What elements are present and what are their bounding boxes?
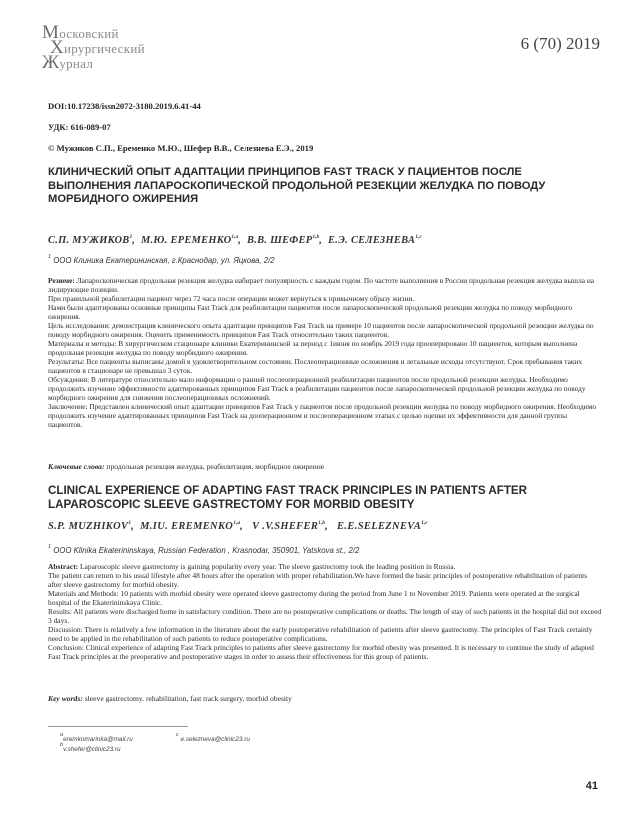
logo-line-3: Журнал	[42, 52, 94, 73]
author: М.Ю. ЕРЕМЕНКО	[140, 235, 232, 246]
abstract-paragraph: Обсуждения: В литературе относительно мало информации о ранней послеоперационной реабилитации пациентов после продольной резекции желудка. Необходимо продолжить изучение эффективности адаптированных принципов Fast Track в реабилитации пациентов после лапароскопической продольной резекции желудка по поводу морбидного ожирения для снижения послеоперационных осложнений.	[48, 375, 586, 402]
abstract-paragraph: Abstract: Laparoscopic sleeve gastrectomy is gaining popularity every year. The sleeve gastrectomy took the leading position in Russia.	[48, 562, 456, 571]
author: С.П. МУЖИКОВ	[48, 235, 130, 246]
abstract-paragraph: Материалы и методы: В хирургическом стационаре клиники Екатерининской за период с 1июня по ноябрь 2019 года прооперировано 10 пациентов, которым выполнена продольная резекция желудка по поводу морбидного ожирения.	[48, 339, 578, 357]
authors-en: S.P. MUZHIKOV$^1$, M.IU. EREMENKO$^{1,a}$, V .V.SHEFER$^{1,b}$, E.E.SELEZNEVA$^{1,c}$	[48, 520, 428, 532]
author: Е.Э. СЕЛЕЗНЕВА	[327, 235, 416, 246]
author: M.IU. EREMENKO	[140, 521, 234, 532]
abstract-paragraph: При правильной реабилитации пациент через 72 часа после операции может вернуться к привычному образу жизни.	[48, 294, 415, 303]
keywords-ru: Ключевые слова: продольная резекция желудка, реабилитация, морбидное ожирение	[48, 462, 325, 471]
footnote-divider	[48, 726, 188, 727]
footnote-email-a: aeremkomarinka@mail.ru	[60, 732, 133, 743]
abstract-ru	[48, 276, 602, 429]
abstract-paragraph: Results: All patients were discharged home in satisfactory condition. There are no postoperative complications or deaths. The length of stay of such patients in the hospital did not exceed 3 days.	[48, 607, 602, 625]
author: S.P. MUZHIKOV	[48, 521, 129, 532]
author: E.E.SELEZNEVA	[337, 521, 422, 532]
journal-logo	[42, 22, 202, 72]
abstract-paragraph: Резюме: Лапароскопическая продольная резекция желудка набирает популярность с каждым годом. По частоте выполнения в России продольная резекция желудка вышла на лидирующие позиции.	[48, 276, 595, 294]
abstract-paragraph: Заключение: Представлен клинический опыт адаптации принципов Fast Track у пациентов после продольной резекции желудка по поводу морбидного ожирения. Необходимо продолжить изучение адаптированных принципов Fast Track на дооперационном и послеоперационном этапах с целью оценки их эффективности для данной группы пациентов.	[48, 402, 597, 429]
author: V .V.SHEFER	[252, 521, 319, 532]
logo-line-1: Московский	[42, 22, 119, 43]
abstract-paragraph: Цель исследования: демонстрация клинического опыта адаптации принципов Fast Track на примере 10 пациентов после лапароскопической продольной резекции желудка по поводу морбидного ожирения. Оценить применимость принципов Fast Track относительно таких пациентов.	[48, 321, 594, 339]
issue-number: 6 (70) 2019	[520, 34, 600, 53]
article-title-en: CLINICAL EXPERIENCE OF ADAPTING FAST TRACK PRINCIPLES IN PATIENTS AFTER LAPAROSCOPIC SLEEVE GASTRECTOMY FOR MORBID OBESITY	[48, 484, 528, 511]
affiliation-ru: $^1$ ООО Клиника Екатерининская, г.Краснодар, ул. Яцкова, 2/2	[48, 254, 275, 265]
abstract-paragraph: Нами были адаптированы основные принципы Fast Track для реабилитации пациентов после лапароскопической продольной резекции желудка по поводу морбидного ожирения.	[48, 303, 573, 321]
page-number: 41	[585, 780, 598, 792]
abstract-paragraph: Materials and Methods: 10 patients with morbid obesity were operated sleeve gastrectomy during the period from June 1 to November 2019. Patients were operated at the surgical hospital of the Ekaterininskaya Clinic.	[48, 589, 580, 607]
copyright: © Мужиков С.П., Еременко М.Ю., Шефер В.В., Селезнева Е.Э., 2019	[48, 143, 314, 153]
footnote-email-c: c e.selezneva@clinic23.ru	[176, 732, 250, 743]
abstract-paragraph: Результаты: Все пациенты выписаны домой в удовлетворительном состоянии. Послеоперационные осложнения и летальные исходы отсутствуют. Срок пребывания таких пациентов в стационаре не превышал 3 суток.	[48, 357, 583, 375]
affiliation-en: $^1$ OOO Klinika Ekaterininskaya, Russian Federation , Krasnodar, 350901, Yatskova st., 2/2	[48, 544, 360, 555]
article-title-ru: КЛИНИЧЕСКИЙ ОПЫТ АДАПТАЦИИ ПРИНЦИПОВ FAST TRACK У ПАЦИЕНТОВ ПОСЛЕ ВЫПОЛНЕНИЯ ЛАПАРОСКОПИЧЕСКОЙ ПРОДОЛЬНОЙ РЕЗЕКЦИИ ЖЕЛУДКА ПО ПОВОДУ МОРБИДНОГО ОЖИРЕНИЯ	[48, 166, 546, 205]
footnote-email-b: bv.shefer@clinic23.ru	[60, 742, 121, 753]
logo-line-2: Хирургический	[50, 37, 145, 58]
doi: DOI:10.17238/issn2072-3180.2019.6.41-44	[48, 101, 201, 111]
abstract-paragraph: The patient can return to his usual lifestyle after 48 hours after the operation with proper rehabilitation.We have formed the basic principles of postoperative rehabilitation of patients after sleeve gastrectomy for morbid obesity.	[48, 571, 588, 589]
abstract-paragraph: Discussion: There is relatively a few information in the literature about the early postoperative rehabilitation of patients after sleeve gastrectomy. The principles of Fast Track certainly need to be applied in the rehabilitation of such patients to reduce postoperative complications.	[48, 625, 593, 643]
author: В.В. ШЕФЕР	[246, 235, 313, 246]
abstract-paragraph: Conclusion: Clinical experience of adapting Fast Track principles to patients after sleeve gastrectomy for morbid obesity was presented. It is necessary to continue the study of adapted Fast Track principles at the preoperative and postoperative stages in order to assess their effectiveness for this group of patients.	[48, 643, 594, 661]
abstract-en	[48, 562, 602, 661]
keywords-en: Key words: sleeve gastrectomy. rehabilitation, fast track surgery, morbid obesity	[48, 694, 292, 703]
authors-ru: С.П. МУЖИКОВ$^1$, М.Ю. ЕРЕМЕНКО$^{1,a}$, В.В. ШЕФЕР$^{1,b}$, Е.Э. СЕЛЕЗНЕВА$^{1,c}$	[48, 234, 422, 246]
udc: УДК: 616-089-07	[48, 122, 111, 132]
